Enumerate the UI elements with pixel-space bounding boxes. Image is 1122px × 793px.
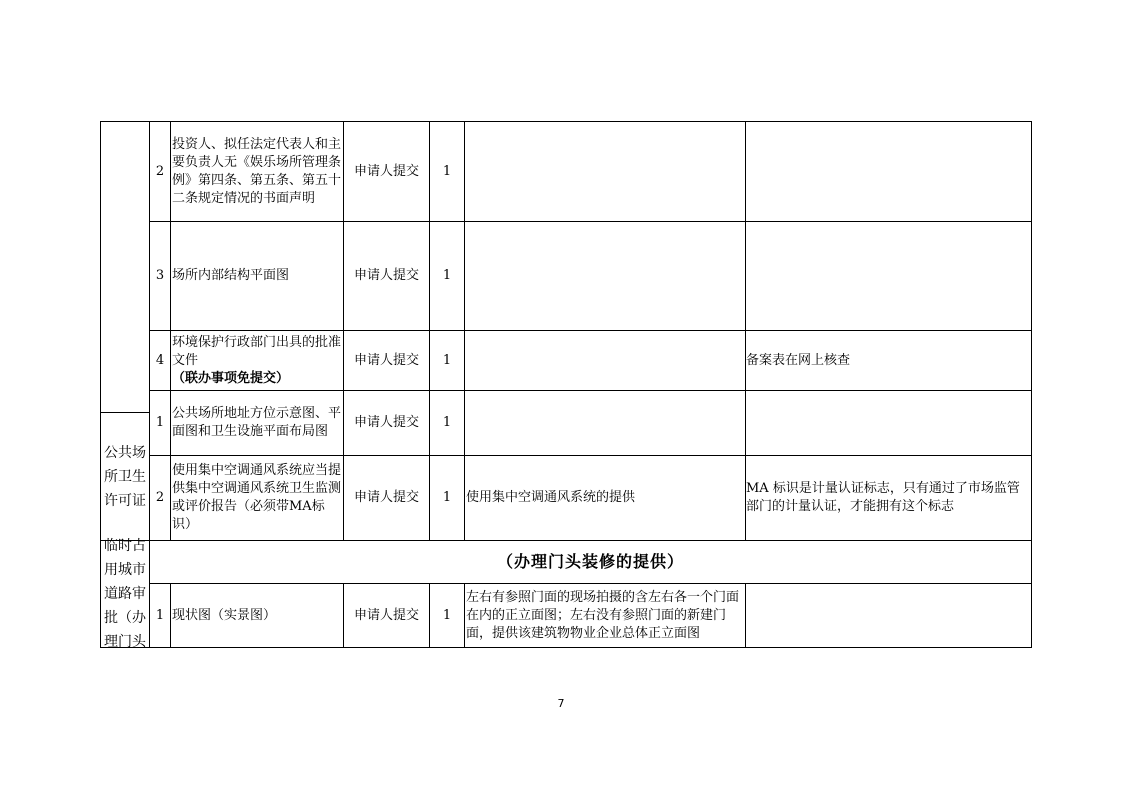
- row-number: 4: [155, 352, 165, 368]
- copies-count: 1: [442, 268, 452, 283]
- row-number: 1: [155, 607, 165, 623]
- material-name: 场所内部结构平面图: [172, 268, 290, 283]
- material-name: 公共场所地址方位示意图、平面图和卫生设施平面布局图: [172, 406, 342, 439]
- material-text: 环境保护行政部门出具的批准文件: [172, 334, 342, 368]
- material-note: [466, 391, 745, 455]
- material-source: 申请人提交: [353, 163, 419, 179]
- section-header: （办理门头装修的提供）: [496, 552, 684, 571]
- material-note: [466, 331, 745, 390]
- material-note: [466, 222, 745, 330]
- material-note: 左右有参照门面的现场拍摄的含左右各一个门面在内的正立面图；左右没有参照门面的新建门面，提供该建筑物物业企业总体正立面图: [466, 589, 740, 641]
- material-remark: [747, 122, 1031, 221]
- copies-count: 1: [442, 607, 452, 623]
- copies-count: 1: [442, 352, 452, 368]
- material-remark: [747, 222, 1031, 330]
- material-name: 使用集中空调通风系统应当提供集中空调通风系统卫生监测或评价报告（必须带MA标识）: [172, 463, 342, 532]
- category-public-hygiene-permit: 公共场所卫生许可证: [104, 444, 146, 509]
- page-number: 7: [557, 697, 565, 710]
- row-number: 2: [155, 163, 165, 179]
- row-number: 1: [155, 415, 165, 430]
- material-name: 投资人、拟任法定代表人和主要负责人无《娱乐场所管理条例》第四条、第五条、第五十二条规定情况的书面声明: [172, 136, 342, 206]
- copies-count: 1: [442, 415, 452, 430]
- material-source: 申请人提交: [353, 607, 419, 623]
- material-note: 使用集中空调通风系统的提供: [466, 490, 636, 505]
- material-name: 现状图（实景图）: [172, 607, 277, 623]
- material-remark: MA 标识是计量认证标志，只有通过了市场监管部门的计量认证，才能拥有这个标志: [746, 481, 1020, 514]
- material-exemption-note: （联办事项免提交）: [172, 370, 290, 386]
- material-source: 申请人提交: [353, 490, 419, 505]
- material-name: [172, 331, 343, 390]
- material-source: 申请人提交: [353, 415, 419, 430]
- category-road-occupation-approval: 临时占用城市道路审批（办理门头: [104, 538, 146, 650]
- copies-count: 1: [442, 163, 452, 179]
- copies-count: 1: [442, 490, 452, 505]
- material-note: [466, 122, 745, 221]
- material-source: 申请人提交: [353, 352, 419, 368]
- row-number: 2: [155, 490, 165, 505]
- material-remark: [747, 584, 1031, 647]
- row-number: 3: [155, 268, 165, 283]
- material-remark: 备案表在网上核查: [746, 352, 851, 368]
- material-source: 申请人提交: [353, 268, 419, 283]
- material-remark: [747, 391, 1031, 455]
